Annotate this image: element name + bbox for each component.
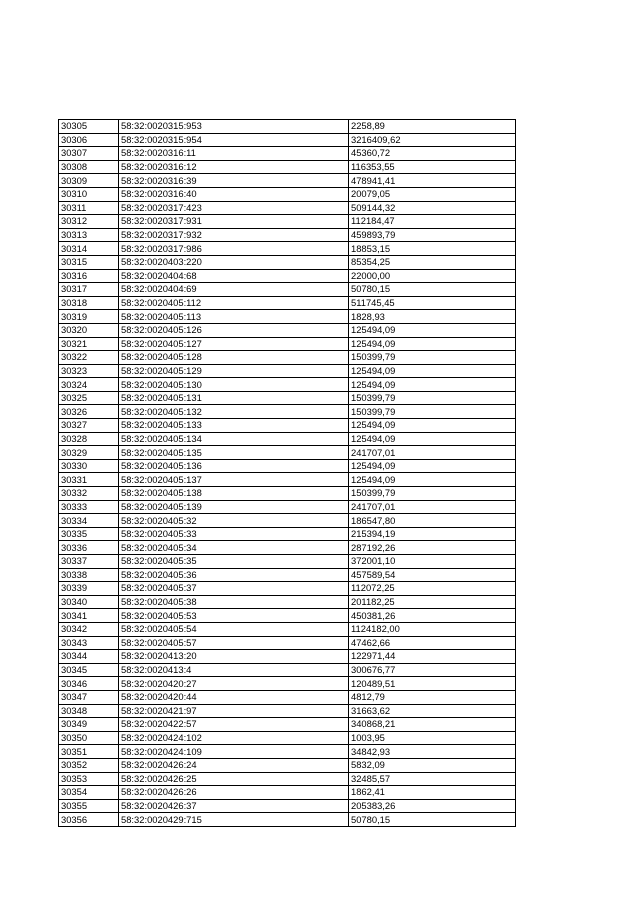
row-number-cell: 30325 — [59, 391, 119, 405]
cadastral-number-cell: 58:32:0020420:27 — [119, 677, 349, 691]
value-cell: 1124182,00 — [349, 622, 516, 636]
value-cell: 85354,25 — [349, 255, 516, 269]
cadastral-number-cell: 58:32:0020404:68 — [119, 269, 349, 283]
cadastral-number-cell: 58:32:0020405:38 — [119, 595, 349, 609]
cadastral-number-cell: 58:32:0020413:20 — [119, 650, 349, 664]
table-row — [59, 487, 516, 501]
row-number-cell: 30341 — [59, 609, 119, 623]
value-cell: 150399,79 — [349, 351, 516, 365]
cadastral-number-cell: 58:32:0020421:97 — [119, 704, 349, 718]
table-row — [59, 555, 516, 569]
value-cell: 186547,80 — [349, 514, 516, 528]
table-row — [59, 215, 516, 229]
value-cell: 509144,32 — [349, 201, 516, 215]
cadastral-number-cell: 58:32:0020405:138 — [119, 487, 349, 501]
row-number-cell: 30347 — [59, 690, 119, 704]
value-cell: 287192,26 — [349, 541, 516, 555]
value-cell: 125494,09 — [349, 419, 516, 433]
cadastral-number-cell: 58:32:0020405:136 — [119, 459, 349, 473]
value-cell: 50780,15 — [349, 283, 516, 297]
row-number-cell: 30342 — [59, 622, 119, 636]
table-row — [59, 405, 516, 419]
row-number-cell: 30349 — [59, 718, 119, 732]
row-number-cell: 30354 — [59, 786, 119, 800]
cadastral-number-cell: 58:32:0020405:139 — [119, 500, 349, 514]
cadastral-number-cell: 58:32:0020424:102 — [119, 731, 349, 745]
table-row — [59, 650, 516, 664]
cadastral-number-cell: 58:32:0020403:220 — [119, 255, 349, 269]
value-cell: 205383,26 — [349, 799, 516, 813]
table-row — [59, 378, 516, 392]
row-number-cell: 30320 — [59, 323, 119, 337]
row-number-cell: 30317 — [59, 283, 119, 297]
cadastral-number-cell: 58:32:0020405:34 — [119, 541, 349, 555]
value-cell: 150399,79 — [349, 487, 516, 501]
table-row — [59, 772, 516, 786]
cadastral-number-cell: 58:32:0020315:953 — [119, 120, 349, 134]
cadastral-number-cell: 58:32:0020317:423 — [119, 201, 349, 215]
row-number-cell: 30327 — [59, 419, 119, 433]
table-row — [59, 228, 516, 242]
value-cell: 22000,00 — [349, 269, 516, 283]
table-row — [59, 446, 516, 460]
value-cell: 120489,51 — [349, 677, 516, 691]
row-number-cell: 30340 — [59, 595, 119, 609]
row-number-cell: 30335 — [59, 527, 119, 541]
table-row — [59, 568, 516, 582]
value-cell: 241707,01 — [349, 500, 516, 514]
row-number-cell: 30344 — [59, 650, 119, 664]
row-number-cell: 30329 — [59, 446, 119, 460]
table-row — [59, 255, 516, 269]
table-row — [59, 690, 516, 704]
value-cell: 459893,79 — [349, 228, 516, 242]
cadastral-number-cell: 58:32:0020405:35 — [119, 555, 349, 569]
table-row — [59, 323, 516, 337]
table-row — [59, 541, 516, 555]
row-number-cell: 30322 — [59, 351, 119, 365]
table-body — [59, 120, 516, 827]
row-number-cell: 30326 — [59, 405, 119, 419]
table-row — [59, 609, 516, 623]
value-cell: 125494,09 — [349, 337, 516, 351]
value-cell: 215394,19 — [349, 527, 516, 541]
row-number-cell: 30339 — [59, 582, 119, 596]
table-row — [59, 514, 516, 528]
cadastral-number-cell: 58:32:0020422:57 — [119, 718, 349, 732]
value-cell: 31663,62 — [349, 704, 516, 718]
value-cell: 1828,93 — [349, 310, 516, 324]
value-cell: 150399,79 — [349, 391, 516, 405]
value-cell: 3216409,62 — [349, 133, 516, 147]
row-number-cell: 30356 — [59, 813, 119, 827]
value-cell: 18853,15 — [349, 242, 516, 256]
row-number-cell: 30332 — [59, 487, 119, 501]
row-number-cell: 30333 — [59, 500, 119, 514]
value-cell: 1003,95 — [349, 731, 516, 745]
row-number-cell: 30318 — [59, 296, 119, 310]
value-cell: 45360,72 — [349, 147, 516, 161]
table-row — [59, 786, 516, 800]
cadastral-number-cell: 58:32:0020426:26 — [119, 786, 349, 800]
table-row — [59, 704, 516, 718]
table-row — [59, 718, 516, 732]
cadastral-number-cell: 58:32:0020405:32 — [119, 514, 349, 528]
value-cell: 47462,66 — [349, 636, 516, 650]
table-row — [59, 636, 516, 650]
row-number-cell: 30353 — [59, 772, 119, 786]
table-row — [59, 419, 516, 433]
value-cell: 457589,54 — [349, 568, 516, 582]
cadastral-number-cell: 58:32:0020317:932 — [119, 228, 349, 242]
cadastral-number-cell: 58:32:0020405:36 — [119, 568, 349, 582]
value-cell: 125494,09 — [349, 473, 516, 487]
table-row — [59, 731, 516, 745]
cadastral-number-cell: 58:32:0020420:44 — [119, 690, 349, 704]
cadastral-number-cell: 58:32:0020405:132 — [119, 405, 349, 419]
table-row — [59, 351, 516, 365]
row-number-cell: 30355 — [59, 799, 119, 813]
cadastral-value-table — [58, 119, 516, 827]
cadastral-number-cell: 58:32:0020426:37 — [119, 799, 349, 813]
table-row — [59, 120, 516, 134]
table-row — [59, 160, 516, 174]
value-cell: 125494,09 — [349, 432, 516, 446]
row-number-cell: 30346 — [59, 677, 119, 691]
value-cell: 116353,55 — [349, 160, 516, 174]
table-row — [59, 799, 516, 813]
cadastral-number-cell: 58:32:0020405:127 — [119, 337, 349, 351]
table-row — [59, 391, 516, 405]
value-cell: 122971,44 — [349, 650, 516, 664]
table-row — [59, 745, 516, 759]
row-number-cell: 30309 — [59, 174, 119, 188]
cadastral-number-cell: 58:32:0020405:130 — [119, 378, 349, 392]
cadastral-number-cell: 58:32:0020405:57 — [119, 636, 349, 650]
value-cell: 4812,79 — [349, 690, 516, 704]
row-number-cell: 30310 — [59, 187, 119, 201]
cadastral-number-cell: 58:32:0020405:129 — [119, 364, 349, 378]
table-row — [59, 174, 516, 188]
cadastral-number-cell: 58:32:0020405:33 — [119, 527, 349, 541]
row-number-cell: 30338 — [59, 568, 119, 582]
table-row — [59, 201, 516, 215]
row-number-cell: 30313 — [59, 228, 119, 242]
cadastral-number-cell: 58:32:0020405:54 — [119, 622, 349, 636]
value-cell: 32485,57 — [349, 772, 516, 786]
cadastral-number-cell: 58:32:0020405:131 — [119, 391, 349, 405]
table-row — [59, 187, 516, 201]
table-row — [59, 758, 516, 772]
table-row — [59, 595, 516, 609]
row-number-cell: 30328 — [59, 432, 119, 446]
row-number-cell: 30316 — [59, 269, 119, 283]
cadastral-number-cell: 58:32:0020405:126 — [119, 323, 349, 337]
table-row — [59, 337, 516, 351]
table-row — [59, 364, 516, 378]
value-cell: 125494,09 — [349, 364, 516, 378]
value-cell: 112072,25 — [349, 582, 516, 596]
value-cell: 50780,15 — [349, 813, 516, 827]
value-cell: 112184,47 — [349, 215, 516, 229]
cadastral-number-cell: 58:32:0020405:137 — [119, 473, 349, 487]
cadastral-number-cell: 58:32:0020316:40 — [119, 187, 349, 201]
value-cell: 300676,77 — [349, 663, 516, 677]
value-cell: 150399,79 — [349, 405, 516, 419]
cadastral-number-cell: 58:32:0020405:112 — [119, 296, 349, 310]
row-number-cell: 30307 — [59, 147, 119, 161]
value-cell: 450381,26 — [349, 609, 516, 623]
table-row — [59, 677, 516, 691]
row-number-cell: 30350 — [59, 731, 119, 745]
table-row — [59, 133, 516, 147]
table-row — [59, 283, 516, 297]
table-row — [59, 582, 516, 596]
table-row — [59, 242, 516, 256]
cadastral-number-cell: 58:32:0020405:53 — [119, 609, 349, 623]
cadastral-number-cell: 58:32:0020413:4 — [119, 663, 349, 677]
table-row — [59, 147, 516, 161]
cadastral-number-cell: 58:32:0020405:135 — [119, 446, 349, 460]
cadastral-number-cell: 58:32:0020429:715 — [119, 813, 349, 827]
value-cell: 125494,09 — [349, 459, 516, 473]
table-row — [59, 813, 516, 827]
row-number-cell: 30330 — [59, 459, 119, 473]
row-number-cell: 30331 — [59, 473, 119, 487]
table-row — [59, 663, 516, 677]
value-cell: 201182,25 — [349, 595, 516, 609]
table-row — [59, 622, 516, 636]
table-row — [59, 432, 516, 446]
value-cell: 241707,01 — [349, 446, 516, 460]
value-cell: 2258,89 — [349, 120, 516, 134]
row-number-cell: 30314 — [59, 242, 119, 256]
row-number-cell: 30336 — [59, 541, 119, 555]
table-row — [59, 296, 516, 310]
table-row — [59, 500, 516, 514]
value-cell: 340868,21 — [349, 718, 516, 732]
value-cell: 20079,05 — [349, 187, 516, 201]
row-number-cell: 30305 — [59, 120, 119, 134]
row-number-cell: 30345 — [59, 663, 119, 677]
row-number-cell: 30319 — [59, 310, 119, 324]
cadastral-number-cell: 58:32:0020426:24 — [119, 758, 349, 772]
row-number-cell: 30311 — [59, 201, 119, 215]
value-cell: 125494,09 — [349, 378, 516, 392]
value-cell: 125494,09 — [349, 323, 516, 337]
value-cell: 511745,45 — [349, 296, 516, 310]
cadastral-number-cell: 58:32:0020317:986 — [119, 242, 349, 256]
cadastral-number-cell: 58:32:0020405:37 — [119, 582, 349, 596]
cadastral-number-cell: 58:32:0020316:11 — [119, 147, 349, 161]
value-cell: 34842,93 — [349, 745, 516, 759]
cadastral-number-cell: 58:32:0020404:69 — [119, 283, 349, 297]
cadastral-number-cell: 58:32:0020405:134 — [119, 432, 349, 446]
cadastral-number-cell: 58:32:0020317:931 — [119, 215, 349, 229]
row-number-cell: 30312 — [59, 215, 119, 229]
value-cell: 372001,10 — [349, 555, 516, 569]
row-number-cell: 30348 — [59, 704, 119, 718]
value-cell: 1862,41 — [349, 786, 516, 800]
row-number-cell: 30321 — [59, 337, 119, 351]
cadastral-number-cell: 58:32:0020405:128 — [119, 351, 349, 365]
cadastral-number-cell: 58:32:0020316:12 — [119, 160, 349, 174]
row-number-cell: 30337 — [59, 555, 119, 569]
row-number-cell: 30323 — [59, 364, 119, 378]
table-row — [59, 527, 516, 541]
row-number-cell: 30324 — [59, 378, 119, 392]
row-number-cell: 30308 — [59, 160, 119, 174]
row-number-cell: 30306 — [59, 133, 119, 147]
row-number-cell: 30352 — [59, 758, 119, 772]
row-number-cell: 30351 — [59, 745, 119, 759]
table-row — [59, 269, 516, 283]
row-number-cell: 30343 — [59, 636, 119, 650]
cadastral-number-cell: 58:32:0020405:133 — [119, 419, 349, 433]
cadastral-number-cell: 58:32:0020426:25 — [119, 772, 349, 786]
row-number-cell: 30334 — [59, 514, 119, 528]
table-row — [59, 473, 516, 487]
table-row — [59, 459, 516, 473]
value-cell: 5832,09 — [349, 758, 516, 772]
cadastral-number-cell: 58:32:0020316:39 — [119, 174, 349, 188]
cadastral-number-cell: 58:32:0020405:113 — [119, 310, 349, 324]
cadastral-number-cell: 58:32:0020424:109 — [119, 745, 349, 759]
table-row — [59, 310, 516, 324]
cadastral-number-cell: 58:32:0020315:954 — [119, 133, 349, 147]
value-cell: 478941,41 — [349, 174, 516, 188]
row-number-cell: 30315 — [59, 255, 119, 269]
